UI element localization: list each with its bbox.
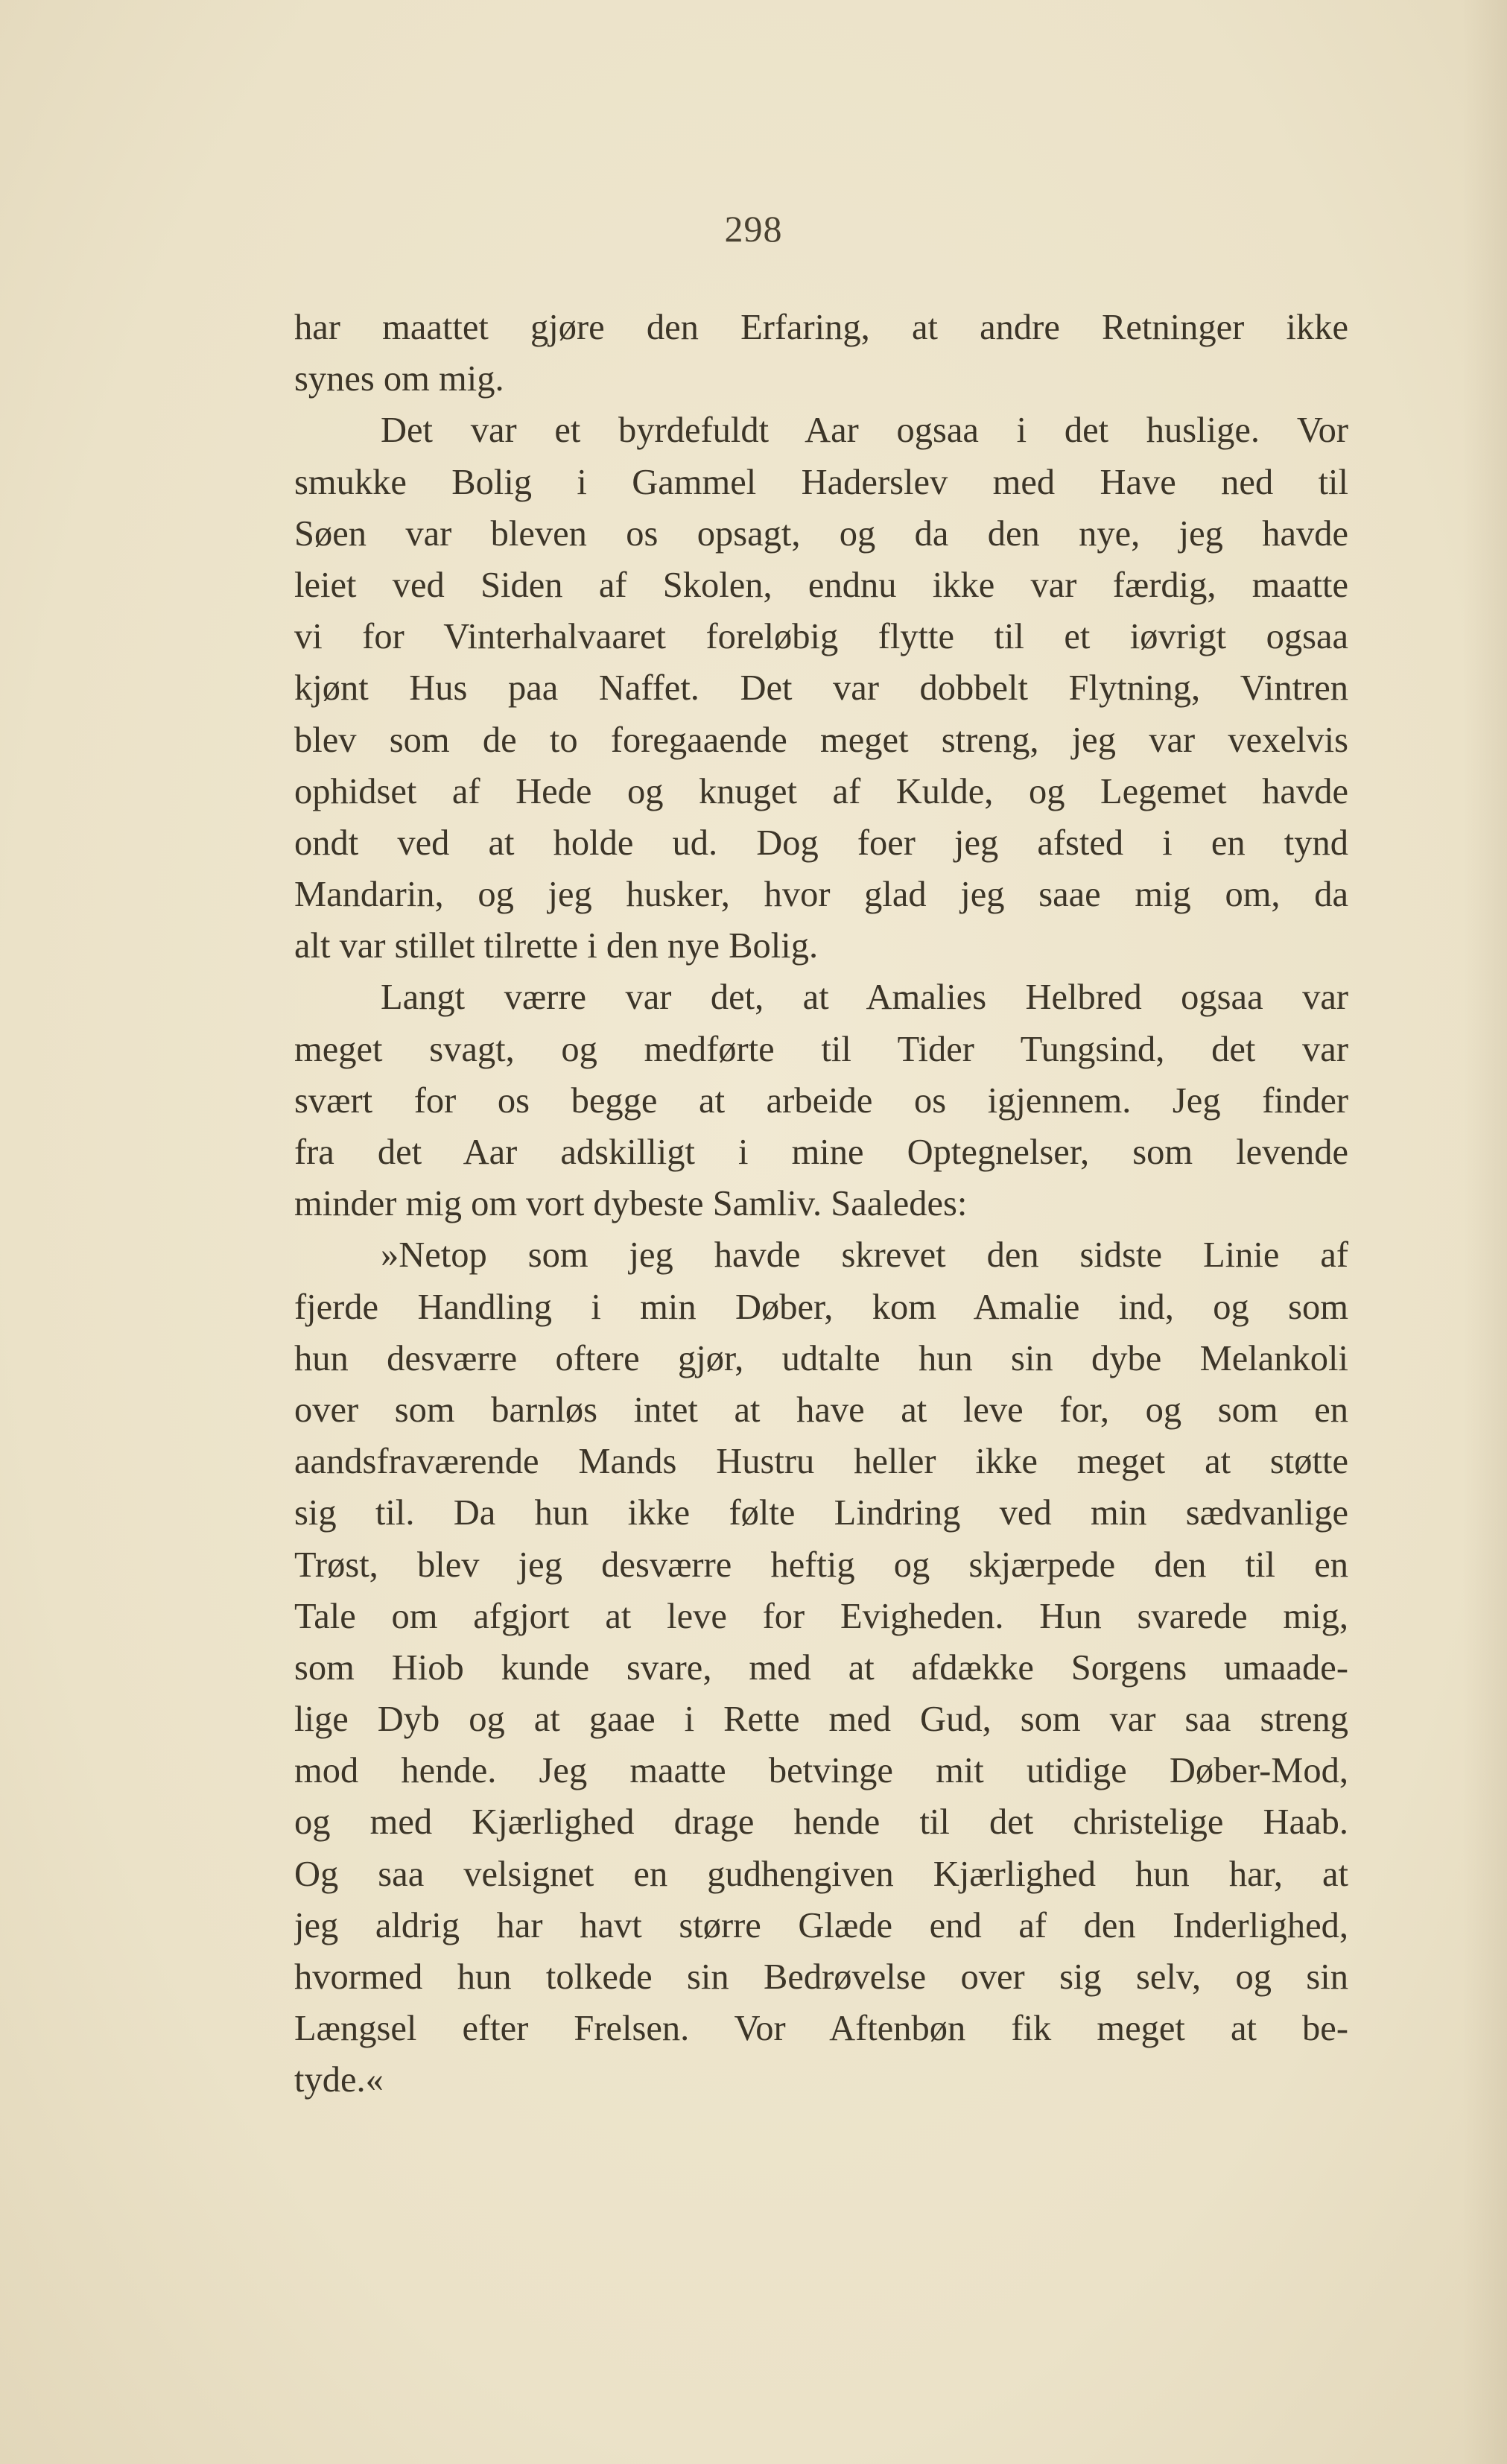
text-line: Søen var bleven os opsagt, og da den nye, jeg havde: [294, 513, 1348, 554]
page-number: 298: [724, 208, 783, 250]
text-line: meget svagt, og medførte til Tider Tungsind, det var: [294, 1029, 1348, 1069]
text-line: har maattet gjøre den Erfaring, at andre Retninger ikke: [294, 308, 1348, 347]
text-line: Og saa velsignet en gudhengiven Kjærlighed hun har, at: [294, 1854, 1348, 1894]
text-line: Længsel efter Frelsen. Vor Aftenbøn fik meget at be-: [294, 2009, 1348, 2049]
text-line: synes om mig.: [294, 359, 504, 399]
text-line: svært for os begge at arbeide os igjennem. Jeg finder: [294, 1080, 1348, 1121]
text-line: og med Kjærlighed drage hende til det christelige Haab.: [294, 1802, 1348, 1843]
text-line: tyde.«: [294, 2060, 384, 2100]
text-line: over som barnløs intet at have at leve for, og som en: [294, 1390, 1348, 1430]
text-line: hvormed hun tolkede sin Bedrøvelse over sig selv, og sin: [294, 1957, 1348, 1997]
text-line: mod hende. Jeg maatte betvinge mit utidige Døber-Mod,: [294, 1751, 1348, 1791]
text-line: vi for Vinterhalvaaret foreløbig flytte til et iøvrigt ogsaa: [294, 617, 1348, 657]
text-line: jeg aldrig har havt større Glæde end af den Inderlighed,: [294, 1905, 1348, 1945]
text-line: fra det Aar adskilligt i mine Optegnelser, som levende: [294, 1133, 1348, 1172]
text-line: kjønt Hus paa Naffet. Det var dobbelt Flytning, Vintren: [294, 668, 1348, 709]
text-line: minder mig om vort dybeste Samliv. Saaledes:: [294, 1184, 968, 1224]
page-edge-shadow: [1462, 0, 1507, 2464]
text-line: ophidset af Hede og knuget af Kulde, og Legemet havde: [294, 771, 1348, 811]
text-line: Tale om afgjort at leve for Evigheden. Hun svarede mig,: [294, 1596, 1348, 1636]
text-line: leiet ved Siden af Skolen, endnu ikke var færdig, maatte: [294, 565, 1348, 605]
text-line: smukke Bolig i Gammel Haderslev med Have ned til: [294, 462, 1348, 502]
text-line: lige Dyb og at gaae i Rette med Gud, som var saa streng: [294, 1700, 1348, 1740]
text-line: alt var stillet tilrette i den nye Bolig.: [294, 926, 819, 966]
text-line: fjerde Handling i min Døber, kom Amalie ind, og som: [294, 1287, 1348, 1327]
text-line: Langt værre var det, at Amalies Helbred ogsaa var: [381, 978, 1348, 1018]
text-line: »Netop som jeg havde skrevet den sidste Linie af: [381, 1235, 1348, 1276]
text-line: ondt ved at holde ud. Dog foer jeg afsted i en tynd: [294, 823, 1348, 863]
text-line: Trøst, blev jeg desværre heftig og skjærpede den til en: [294, 1545, 1348, 1585]
text-line: blev som de to foregaaende meget streng, jeg var vexelvis: [294, 720, 1348, 760]
text-line: Mandarin, og jeg husker, hvor glad jeg saae mig om, da: [294, 875, 1348, 915]
body-text: [294, 302, 1348, 2106]
text-line: Det var et byrdefuldt Aar ogsaa i det huslige. Vor: [381, 411, 1348, 451]
text-line: aandsfraværende Mands Hustru heller ikke meget at støtte: [294, 1442, 1348, 1482]
text-line: hun desværre oftere gjør, udtalte hun sin dybe Melankoli: [294, 1338, 1348, 1378]
text-line: som Hiob kunde svare, med at afdække Sorgens umaade-: [294, 1647, 1348, 1688]
text-line: sig til. Da hun ikke følte Lindring ved min sædvanlige: [294, 1493, 1348, 1533]
